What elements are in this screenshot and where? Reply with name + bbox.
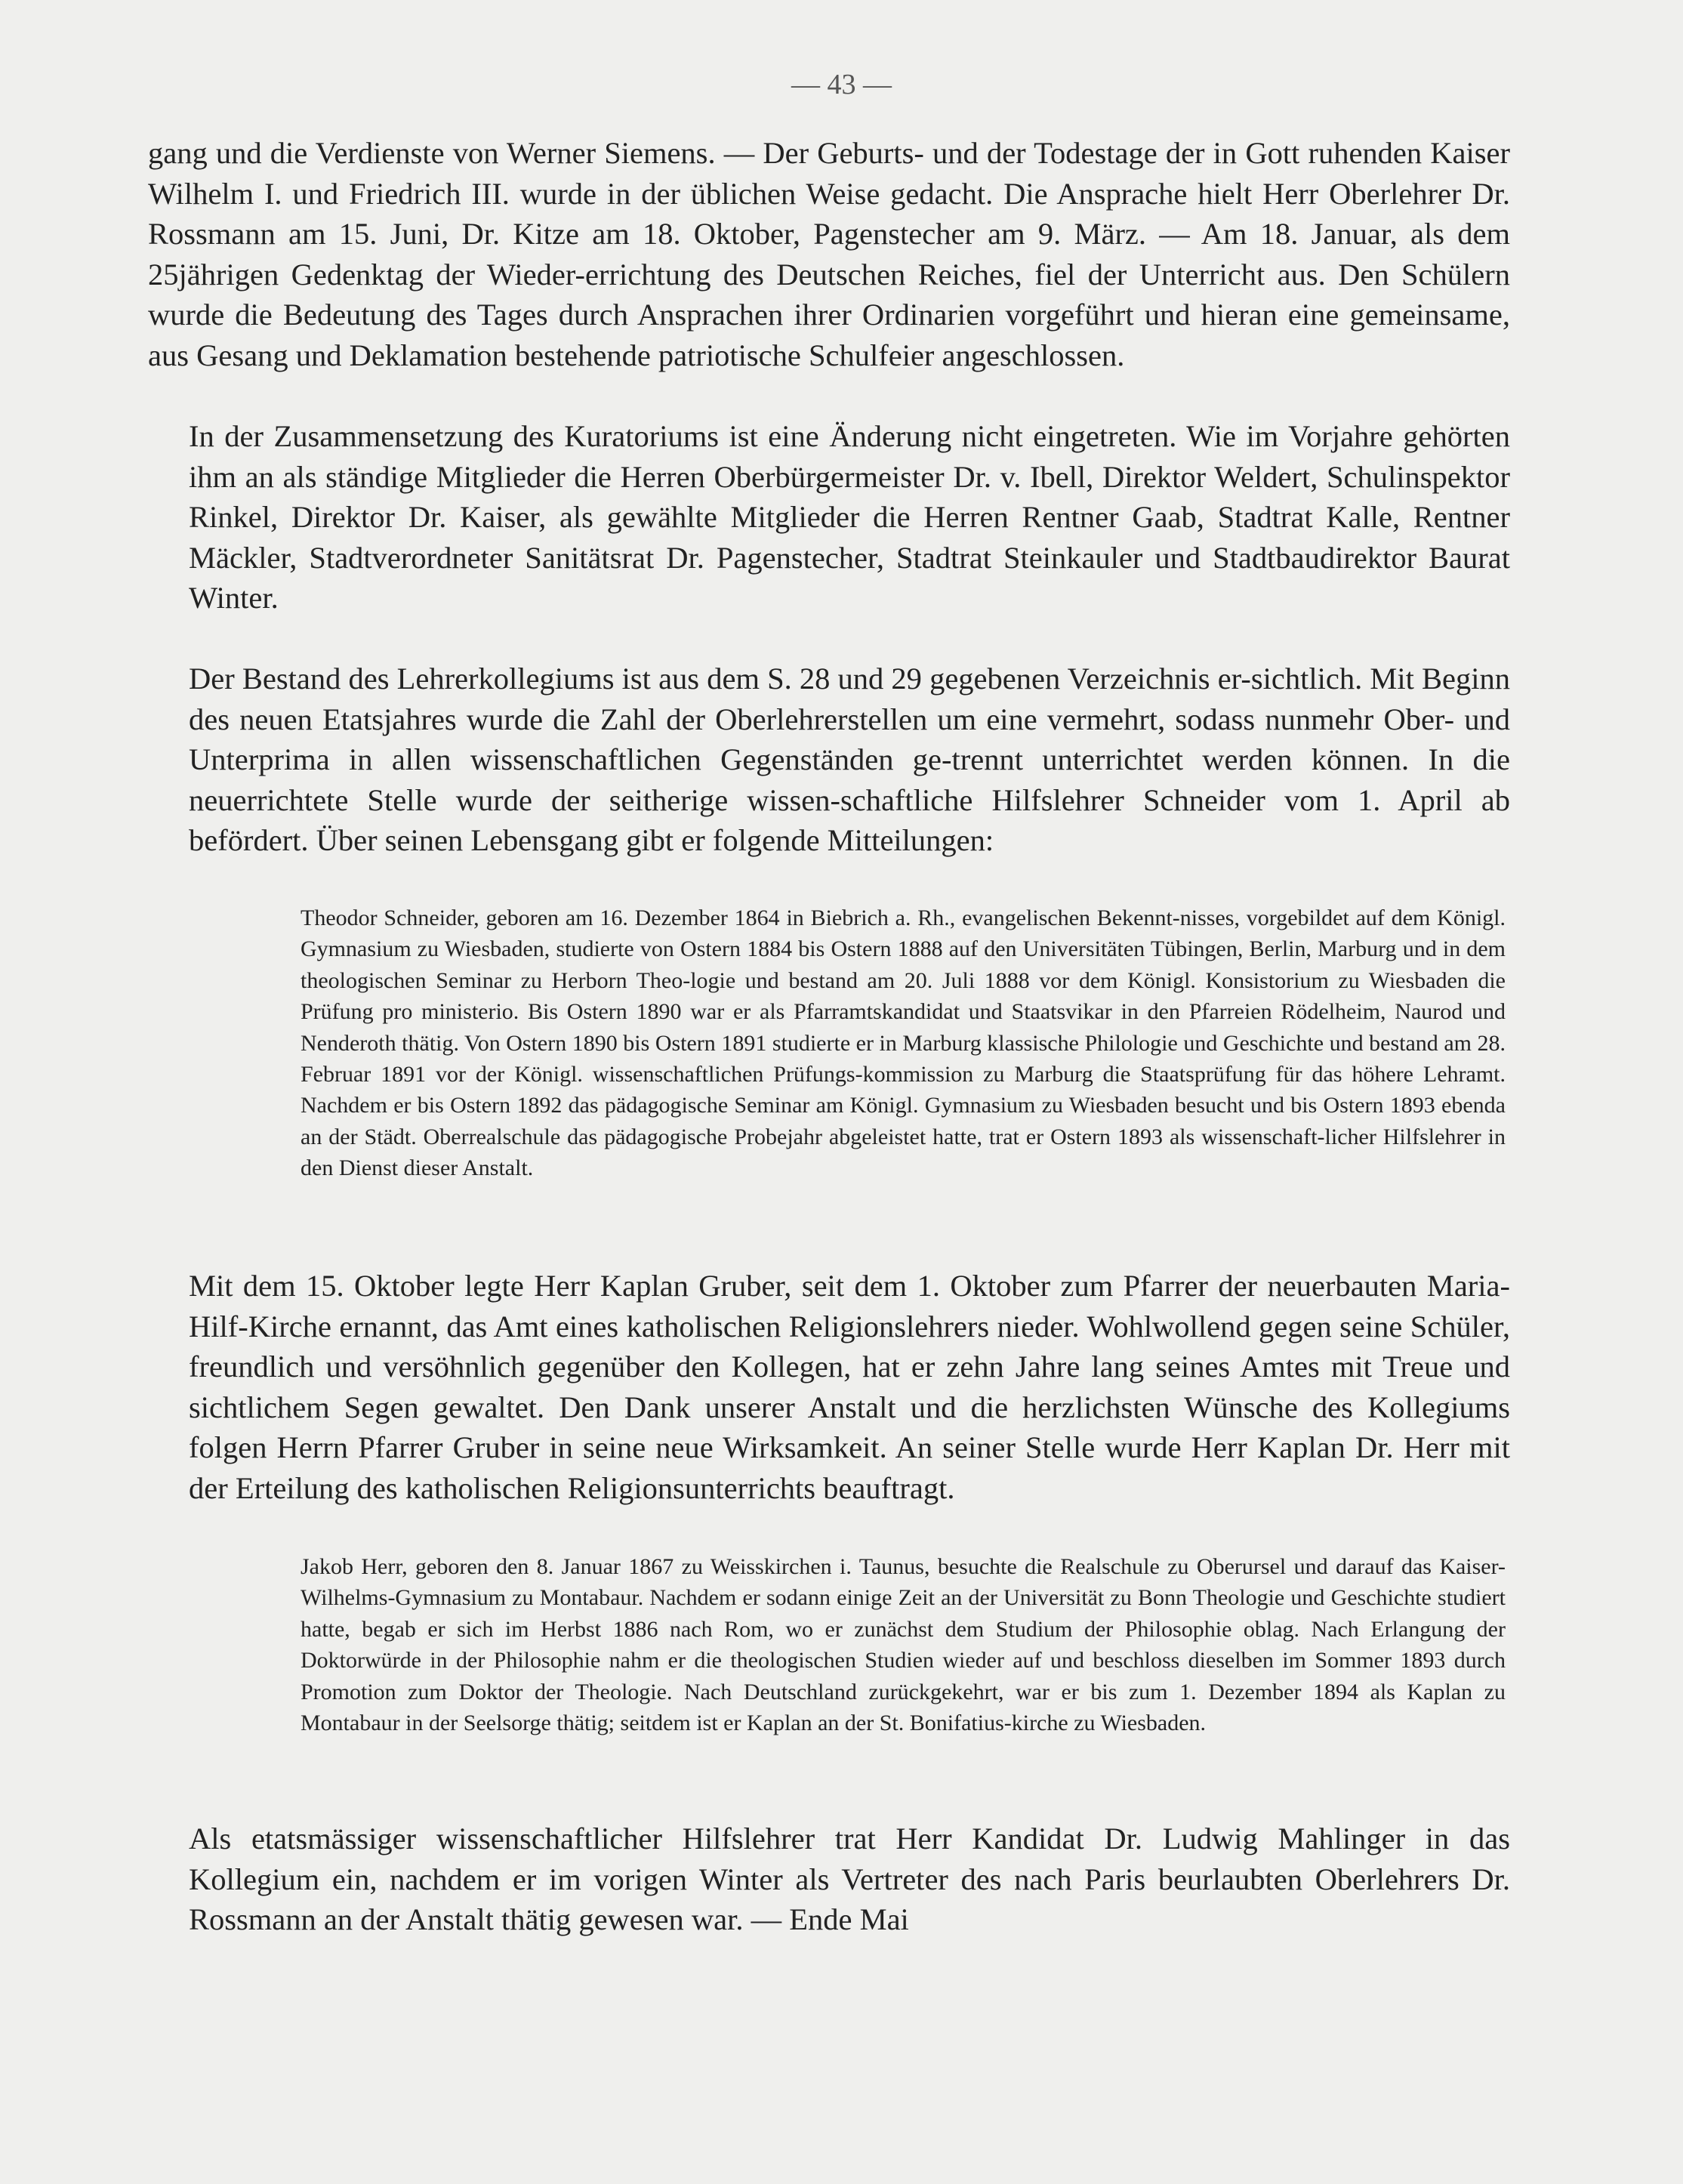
footnote-herr-biography: Jakob Herr, geboren den 8. Januar 1867 zu Weisskirchen i. Taunus, besuchte die Realschule zu Oberursel und darauf das Kaiser-Wilhelms-Gymnasium zu Montabaur. Nachdem er sodann einige Zeit an der Universität zu Bonn Theologie und Geschichte studiert hatte, begab er sich im Herbst 1886 nach Rom, wo er zunächst dem Studium der Philosophie oblag. Nach Erlangung der Doktorwürde in der Philosophie nahm er die theologischen Studien wieder auf und beschloss dieselben im Sommer 1893 durch Promotion zum Doktor der Theologie. Nach Deutschland zurückgekehrt, war er bis zum 1. Dezember 1894 als Kaplan zu Montabaur in der Seelsorge thätig; seitdem ist er Kaplan an der St. Bonifatius-kirche zu Wiesbaden. (301, 1554, 1506, 1736)
page-number: — 43 — (791, 69, 892, 100)
paragraph-lehrerkollegium: Der Bestand des Lehrerkollegiums ist aus dem S. 28 und 29 gegebenen Verzeichnis er-sichtlich. Mit Beginn des neuen Etatsjahres wurde die Zahl der Oberlehrerstellen um eine vermehrt, sodass nunmehr Ober- und Unterprima in allen wissenschaftlichen Gegenständen ge-trennt unterrichtet werden können. In die neuerrichtete Stelle wurde der seitherige wissen-schaftliche Hilfslehrer Schneider vom 1. April ab befördert. Über seinen Lebensgang gibt er folgende Mitteilungen: (189, 662, 1510, 858)
paragraph-celebrations: gang und die Verdienste von Werner Siemens. — Der Geburts- und der Todestage der in Gott ruhenden Kaiser Wilhelm I. und Friedrich III. wurde in der üblichen Weise gedacht. Die Ansprache hielt Herr Oberlehrer Dr. Rossmann am 15. Juni, Dr. Kitze am 18. Oktober, Pagenstecher am 9. März. — Am 18. Januar, als dem 25jährigen Gedenktag der Wieder-errichtung des Deutschen Reiches, fiel der Unterricht aus. Den Schülern wurde die Bedeutung des Tages durch Ansprachen ihrer Ordinarien vorgeführt und hieran eine gemeinsame, aus Gesang und Deklamation bestehende patriotische Schulfeier angeschlossen. (148, 136, 1510, 372)
paragraph-gruber-herr: Mit dem 15. Oktober legte Herr Kaplan Gruber, seit dem 1. Oktober zum Pfarrer der neuerbauten Maria-Hilf-Kirche ernannt, das Amt eines katholischen Religionslehrers nieder. Wohlwollend gegen seine Schüler, freundlich und versöhnlich gegenüber den Kollegen, hat er zehn Jahre lang seines Amtes mit Treue und sichtlichem Segen gewaltet. Den Dank unserer Anstalt und die herzlichsten Wünsche des Kollegiums folgen Herrn Pfarrer Gruber in seine neue Wirksamkeit. An seiner Stelle wurde Herr Kaplan Dr. Herr mit der Erteilung des katholischen Religionsunterrichts beauftragt. (189, 1269, 1510, 1505)
footnote-schneider-biography: Theodor Schneider, geboren am 16. Dezember 1864 in Biebrich a. Rh., evangelischen Bekennt-nisses, vorgebildet auf dem Königl. Gymnasium zu Wiesbaden, studierte von Ostern 1884 bis Ostern 1888 auf den Universitäten Tübingen, Berlin, Marburg und in dem theologischen Seminar zu Herborn Theo-logie und bestand am 20. Juli 1888 vor dem Königl. Konsistorium zu Wiesbaden die Prüfung pro ministerio. Bis Ostern 1890 war er als Pfarramtskandidat und Staatsvikar in den Pfarreien Rödelheim, Naurod und Nenderoth thätig. Von Ostern 1890 bis Ostern 1891 studierte er in Marburg klassische Philologie und Geschichte und bestand am 28. Februar 1891 vor der Königl. wissenschaftlichen Prüfungs-kommission zu Marburg die Staatsprüfung für das höhere Lehramt. Nachdem er bis Ostern 1892 das pädagogische Seminar am Königl. Gymnasium zu Wiesbaden besucht und bis Ostern 1893 ebenda an der Städt. Oberrealschule das pädagogische Probejahr abgeleistet hatte, trat er Ostern 1893 als wissenschaft-licher Hilfslehrer in den Dienst dieser Anstalt. (301, 905, 1506, 1181)
paragraph-kuratorium: In der Zusammensetzung des Kuratoriums ist eine Änderung nicht eingetreten. Wie im Vorjahre gehörten ihm an als ständige Mitglieder die Herren Oberbürgermeister Dr. v. Ibell, Direktor Weldert, Schulinspektor Rinkel, Direktor Dr. Kaiser, als gewählte Mitglieder die Herren Rentner Gaab, Stadtrat Kalle, Rentner Mäckler, Stadtverordneter Sanitätsrat Dr. Pagenstecher, Stadtrat Steinkauler und Stadtbaudirektor Baurat Winter. (189, 419, 1510, 615)
paragraph-mahlinger: Als etatsmässiger wissenschaftlicher Hilfslehrer trat Herr Kandidat Dr. Ludwig Mahlinger in das Kollegium ein, nachdem er im vorigen Winter als Vertreter des nach Paris beurlaubten Oberlehrers Dr. Rossmann an der Anstalt thätig gewesen war. — Ende Mai (189, 1822, 1510, 1937)
